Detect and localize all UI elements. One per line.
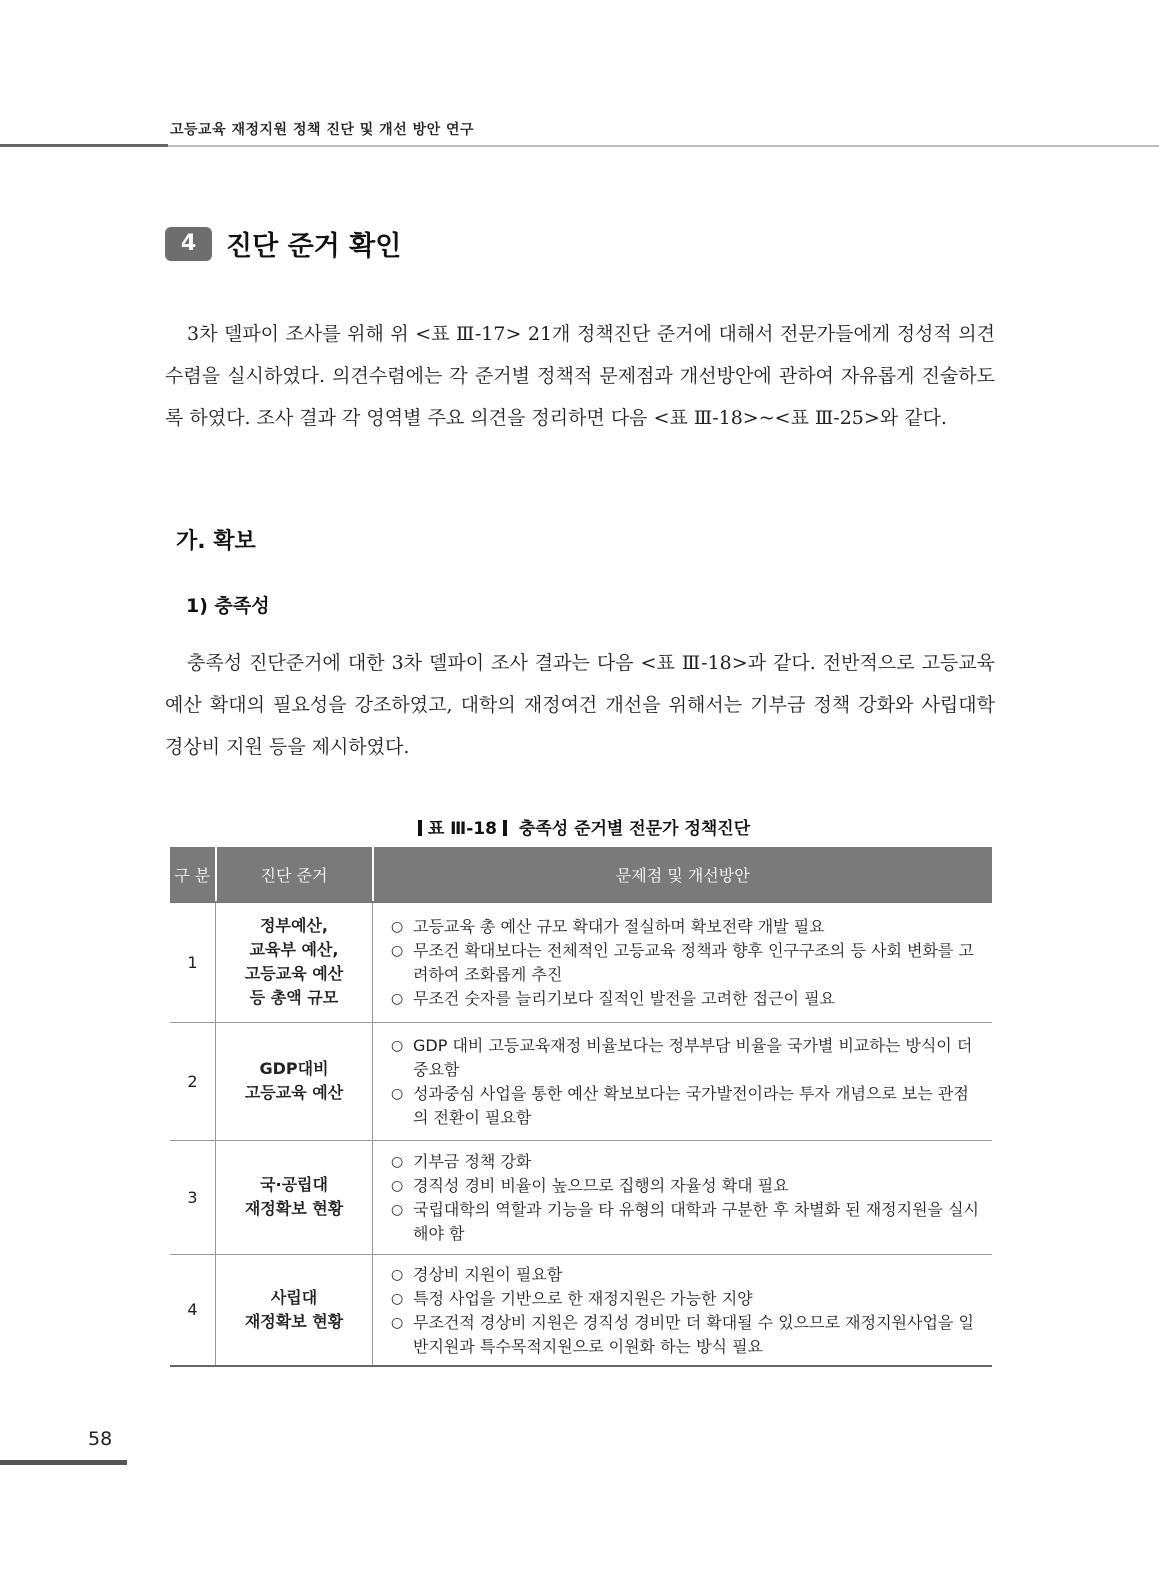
criteria-line: GDP대비 [259,1059,329,1078]
row-issues [373,1022,993,1140]
issue-item [391,1150,982,1174]
table-row [170,1022,992,1140]
issue-item [391,1082,982,1130]
table-caption [170,814,992,839]
issue-text: 고등교육 총 예산 규모 확대가 절실하며 확보전략 개발 필요 [413,917,825,937]
row-issues [373,902,993,1022]
page-number: 58 [88,1428,113,1450]
row-number: 3 [170,1140,216,1254]
issue-item [391,1174,982,1198]
bullet-circle-icon: ○ [391,1290,404,1307]
criteria-line: 국·공립대 [260,1175,328,1194]
row-criteria [216,1022,373,1140]
header-criteria: 진단 준거 [216,847,373,902]
issue-text: 경상비 지원이 필요함 [413,1264,563,1284]
row-issues [373,1254,993,1366]
row-criteria [216,902,373,1022]
issue-item [391,915,982,939]
header-no: 구 분 [170,847,216,902]
issue-item [391,939,982,987]
bullet-circle-icon: ○ [391,1202,404,1218]
row-number: 2 [170,1022,216,1140]
table-row [170,1254,992,1366]
bullet-circle-icon: ○ [391,1154,404,1170]
header-rule [0,144,168,147]
running-header: 고등교육 재정지원 정책 진단 및 개선 방안 연구 [170,122,475,138]
criteria-line: 고등교육 예산 [244,964,344,984]
row-criteria [216,1140,373,1254]
issue-item [391,1034,982,1082]
footer-rule [0,1460,127,1465]
bullet-circle-icon: ○ [391,1314,404,1331]
issue-item [391,1311,982,1359]
criteria-line: 사립대 [270,1287,318,1307]
bullet-circle-icon: ○ [391,1266,404,1283]
caption-bar-left [418,820,422,836]
bullet-circle-icon: ○ [391,991,404,1008]
issue-text: 무조건 확대보다는 전체적인 고등교육 정책과 향후 인구구조의 등 사회 변화를 고려하여 조화롭게 추진 [413,941,974,985]
bullet-circle-icon: ○ [391,919,404,936]
subsubsection-heading: 1) 충족성 [186,595,270,617]
bullet-circle-icon: ○ [391,1086,404,1102]
row-number: 1 [170,902,216,1022]
row-issues [373,1140,993,1254]
criteria-line: 고등교육 예산 [244,1083,344,1102]
criteria-line: 재정확보 현황 [244,1311,344,1331]
section-title: 진단 준거 확인 [226,231,402,262]
issue-text: 경직성 경비 비율이 높으므로 집행의 자율성 확대 필요 [413,1176,789,1195]
bullet-circle-icon: ○ [391,1038,404,1054]
issue-item [391,1287,982,1311]
header-issues: 문제점 및 개선방안 [373,847,993,902]
caption-bar-right [503,820,507,836]
table-caption-title: 충족성 준거별 전문가 정책진단 [518,819,751,839]
issue-text: 무조건 숫자를 늘리기보다 질적인 발전을 고려한 접근이 필요 [413,989,836,1009]
issue-item [391,1263,982,1287]
criteria-line: 정부예산, [260,916,328,936]
issue-text: 무조건적 경상비 지원은 경직성 경비만 더 확대될 수 있으므로 재정지원사업을 일반지원과 특수목적지원으로 이원화 하는 방식 필요 [413,1312,974,1356]
section-number-badge: 4 [165,227,212,261]
table-row [170,1140,992,1254]
criteria-line: 등 총액 규모 [249,988,339,1008]
table-row [170,902,992,1022]
issue-text: 기부금 정책 강화 [413,1152,532,1171]
criteria-line: 교육부 예산, [249,940,339,960]
intro-paragraph: 3차 델파이 조사를 위해 위 <표 Ⅲ-17> 21개 정책진단 준거에 대해서 전문가들에게 정성적 의견수렴을 실시하였다. 의견수렴에는 각 준거별 정책적 문제점과 개선방안에 관하여 자유롭게 진술하도록 하였다. 조사 결과 각 영역별 주요 의견을 정리하면 다음 <표 Ⅲ-18>~<표 Ⅲ-25>와 같다. [165,323,995,429]
criteria-line: 재정확보 현황 [244,1199,344,1218]
row-number: 4 [170,1254,216,1366]
issue-text: 특정 사업을 기반으로 한 재정지원은 가능한 지양 [413,1288,753,1308]
bullet-circle-icon: ○ [391,943,404,960]
body-paragraph: 충족성 진단준거에 대한 3차 델파이 조사 결과는 다음 <표 Ⅲ-18>과 같다. 전반적으로 고등교육 예산 확대의 필요성을 강조하였고, 대학의 재정여건 개선을 위해서는 기부금 정책 강화와 사립대학 경상비 지원 등을 제시하였다. [165,652,995,758]
policy-diagnosis-table [170,847,992,1367]
issue-text: 성과중심 사업을 통한 예산 확보보다는 국가발전이라는 투자 개념으로 보는 관점의 전환이 필요함 [413,1084,969,1127]
bullet-circle-icon: ○ [391,1178,404,1194]
table-body [170,902,992,1366]
table-header-row [170,847,992,902]
issue-item [391,1198,982,1246]
section-heading [165,224,401,263]
issue-text: GDP 대비 고등교육재정 비율보다는 정부부담 비율을 국가별 비교하는 방식이 더 중요함 [413,1036,973,1079]
issue-item [391,987,982,1011]
table-caption-label: 표 Ⅲ-18 [427,819,497,839]
issue-text: 국립대학의 역할과 기능을 타 유형의 대학과 구분한 후 차별화 된 재정지원을 실시해야 함 [413,1200,979,1243]
row-criteria [216,1254,373,1366]
header-rule-extension [168,145,1159,147]
subsection-heading: 가. 확보 [176,529,256,554]
